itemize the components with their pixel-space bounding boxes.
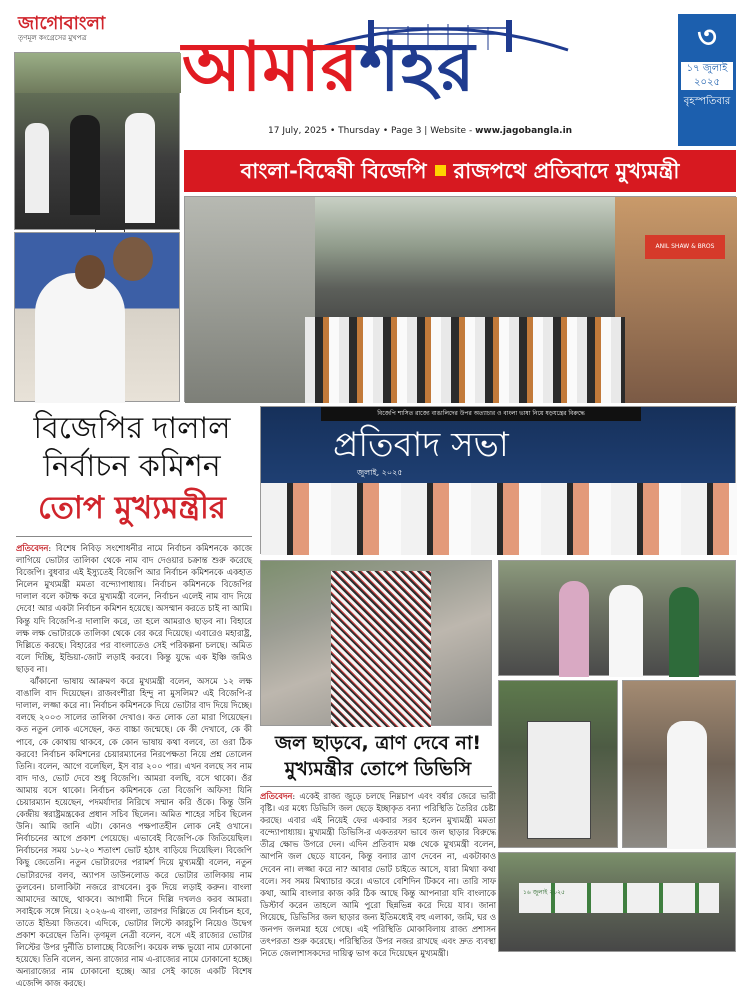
- shop-sign: ANIL SHAW & BROS: [645, 235, 725, 259]
- article-main: [16, 542, 252, 989]
- issue-page: Page 3: [391, 126, 422, 136]
- photo-rally-leaders: [14, 52, 180, 230]
- square-icon: [435, 165, 446, 176]
- masthead-part1: আমার: [182, 28, 360, 107]
- banner-right: রাজপথে প্রতিবাদে মুখ্যমন্ত্রী: [453, 159, 680, 183]
- issue-day: Thursday: [338, 126, 381, 136]
- stage-date: জুলাই, ২০২৫: [357, 468, 403, 477]
- page-number: ৩: [697, 20, 717, 55]
- photo-aerial-rally: [260, 560, 492, 726]
- article-main-p2: ঝাঁকানো ভাষায় আক্রমণ করে মুখ্যমন্ত্রী বলেন, অসমে ১২ লক্ষ বাঙালি বাদ দিয়েছেন। রাজবংশীরা হিন্দু না মুসলিম? এই বিজেপি-র দালাল, লজ্জা করে না। নির্বাচন কমিশনকে দিয়ে ভোটার বাদ দিয়ে দিচ্ছে। বলছে ২০০৩ সালের তালিকা দেখাও। কত লোক তো মারা গিয়েছেন। কত নতুন লোক এসেছেন, কত বাচ্চা জন্মেছে। কে কী দেখাবে, কে কী পাবে, কে কোথায় থাকবে, কে কোন ভাষায় কথা বলবে, তা ওরা ঠিক করবে! নির্বাচন কমিশনের চেয়ারম্যানের নিরপেক্ষতা নিয়ে প্রশ্ন তোলেন তিনি। বলেন, আগে বলেছিল, ইস বার ২০০ পার। এখন বলছে সব নাম বাদ দাও, ভোট দেবে শুধু বিজেপি। আমরা বলছি, বসে থাকো। ওঁর আমায় বসে থাকো। নির্বাচন কমিশনকে তো বিজেপি অফিস! যিনি চেয়ারম্যান হয়েছেন, পদমর্যাদার নিরিখে সম্মান করি ওঁকে। কিন্তু উনি কেন্দ্রীয় স্বরাষ্ট্রমন্ত্রকের প্রধান সচিব ছিলেন। অমিত শাহের সচিব ছিলেন উনি। আমি জানি এটা। কোনও পক্ষপাতহীন লোক নেই ওখানে। নির্বাচনের আগে প্রকাশ পেয়েছে। এভাবেই বিজেপি-কে জিতিয়েছিল। নির্বাচনের সময় ১৮-২০ শতাংশ ভোট হঠাৎ বাড়িয়ে দিয়েছিল। বিজেপি কিছু জেতেনি। নতুন ভোটারদের পরামর্শ দিয়ে মুখ্যমন্ত্রী বলেন, নতুন ভোটারদের বলব, অ্যাপস ডাউনলোড করে ভোটার তালিকায় নাম তুলবেন। চালাকিটা নজরে রাখবেন। বুক দিয়ে লড়াই করুন। বাংলা আমাদের আছে, থাকবে। আগামী দিনে দিল্লি দখলও করব আমরা। সবাইকে সঙ্গে নিয়ে। ২০২৬-এ বাংলা, তারপর দিল্লিতে যে নির্বাচন হবে, তাতে ইন্ডিয়া জিতবে। এদিকে, ভোটার লিস্টে কারচুপি নিয়েও উদ্বেগ প্রকাশ করেছেন তিনি। তৃণমূল নেত্রী বলেন, বসে এই রাজ্যের ভোটার লিস্টের উপর দুর্নীতি চালাচ্ছে বিজেপি। কয়েক লক্ষ ভুয়ো নাম ঢোকানো হয়েছে। তিনি বলেন, অন্য রাজ্যের নাম এ-রাজ্যের নামে ঢোকানো হচ্ছে। অন্যরাজ্যের নাম ঢোকানো হচ্ছে। আর সেই কাজে একটি বিশেষ এজেন্সি কাজ করছে।: [16, 676, 252, 989]
- photo-stage-leaders: [14, 232, 180, 402]
- headline-main: [16, 410, 248, 530]
- stage-banner-text: প্রতিবাদ সভা: [333, 425, 509, 465]
- weekday: বৃহস্পতিবার: [683, 96, 731, 107]
- brand-name: জাগোবাংলা: [18, 13, 106, 34]
- photo-pratibad-sabha: [260, 406, 736, 554]
- article-dvc: [260, 790, 496, 959]
- article-main-lead: প্রতিবেদন: [16, 543, 49, 553]
- photo-placards: [498, 852, 736, 952]
- date-box: [678, 14, 736, 146]
- photo-cm-walking: [498, 560, 736, 676]
- headline-dvc-line1: জল ছাড়বে, ত্রাণ দেবে না!: [274, 732, 481, 754]
- brand-logo: [18, 14, 128, 48]
- stage-topline: বিজেপি শাসিত রাজ্যে বাঙালিদের উপর অত্যাচার ও বাংলা ভাষা নিয়ে ষড়যন্ত্রের বিরুদ্ধে: [321, 407, 641, 421]
- headline-dvc: [262, 730, 494, 782]
- website-label: Website: [430, 126, 467, 136]
- headline-line3: তোপ মুখ্যমন্ত্রীর: [38, 490, 226, 526]
- article-dvc-lead: প্রতিবেদন: [260, 791, 293, 801]
- banner-left: বাংলা-বিদ্বেষী বিজেপি: [240, 159, 427, 183]
- edition-date: ১৭ জুলাই ২০২৫: [681, 62, 733, 90]
- photo-poster-protest: [498, 680, 618, 848]
- article-dvc-text: : একেই রাজ্য জুড়ে চলছে নিম্নচাপ এবং বর্ষার জেরে ভারী বৃষ্টি। এর মধ্যে ডিভিসি জল ছেড়ে ইচ্ছাকৃত বন্যা পরিস্থিতি তৈরির চেষ্টা করছে। এবার এই নিয়েই ফের একবার সরব হলেন মুখ্যমন্ত্রী মমতা বন্দ্যোপাধ্যায়। মুখ্যমন্ত্রী ডিভিসি-র একতরফা ভাবে জল ছাড়ার বিরুদ্ধে তীব্র ক্ষোভ উগরে দেন। এদিন প্রতিবাদ মঞ্চ থেকে মুখ্যমন্ত্রী বলেন, আপনি জল ছেড়ে যাবেন, কিন্তু বন্যার ত্রাণ দেবেন না, একটাকাও দেবেন না। লজ্জা করে না? আবার ভোট চাইতে আসে, যারা মিথ্যা কথা বলে। সব সময় মিথ্যাচার করে। এভাবে বেশিদিন টিকবে না। তারি সাফ কথা, আমি বাংলার কাজ করি ঠিক আছে কিন্তু আপনারা যদি বাংলাকে ডিস্টার্ব করেন তাহলে আমি পুরো ছিন্নভিন্ন করে দিয়ে যাব। জানা গিয়েছে, ডিভিসির জল ছাড়ার জন্য ইতিমধ্যেই বহু এলাকা, জমি, ঘর ও জনপদ জলমগ্ন হয়ে গেছে। এই পরিস্থিতি মোকাবিলায় রাজ্য প্রশাসন তৎপরতা শুরু করেছে। পরিস্থিতির উপর নজর রাখছে এবং দ্রুত ব্যবস্থা নিতে জেলাশাসকদের দায়িত্ব ভাগ করে দিয়েছেন মুখ্যমন্ত্রী।: [260, 791, 496, 959]
- poster-date: ১৬ জুলাই ২০২৫: [523, 889, 565, 896]
- photo-cm-close: [622, 680, 736, 848]
- masthead-part2: শহর: [359, 28, 476, 107]
- photo-main-march: [184, 196, 736, 402]
- issue-line: 17 July, 2025 • Thursday • Page 3 | Website - www.jagobangla.in: [268, 126, 573, 136]
- brand-tagline: তৃণমূল কংগ্রেসের মুখপত্র: [18, 34, 87, 42]
- issue-date: 17 July, 2025: [268, 126, 328, 136]
- headline-dvc-line2: মুখ্যমন্ত্রীর তোপে ডিভিসি: [284, 758, 472, 780]
- website-link[interactable]: www.jagobangla.in: [475, 126, 573, 136]
- headline-line1: বিজেপির দালাল: [33, 411, 231, 446]
- headline-line2: নির্বাচন কমিশন: [43, 449, 221, 484]
- masthead: [182, 18, 580, 114]
- top-banner: [184, 150, 736, 192]
- article-main-p1: : বিশেষ নিবিড় সংশোধনীর নামে নির্বাচন কমিশনকে কাজে লাগিয়ে ভোটার তালিকা থেকে নাম বাদ দেওয়ার চক্রান্ত শুরু করেছে বিজেপি। বুধবার এই ইস্যুতেই বিজেপি আর নির্বাচন কমিশনকে একহাত নিলেন মুখ্যমন্ত্রী মমতা বন্দ্যোপাধ্যায়। নির্বাচন কমিশনকে বিজেপির দালাল বলে কটাক্ষ করে মুখ্যমন্ত্রী বলেন, নির্বাচন এলেই নাম বাদ দিয়ে দেবে! আর একটা নির্বাচন কমিশন হয়েছে। অসম্মান করতে চাই না আমি। কিন্তু যদি বিজেপি-র দালালি করে, তা হলে আমরাও ছাড়ব না। বিহারে লক্ষ লক্ষ ভোটারকে তালিকা থেকে বের করে দিয়েছে। এবারেও মহারাষ্ট্র, দিল্লিতে করছে। বিহারের পর বাংলাতেও সেই পরিকল্পনা চলছে। অমিত বলে দিচ্ছি, ইন্ডিয়া-জোট লড়াই করবে। কিন্তু যুদ্ধে এক ইঞ্চি জমিও ছাড়ব না।: [16, 543, 252, 674]
